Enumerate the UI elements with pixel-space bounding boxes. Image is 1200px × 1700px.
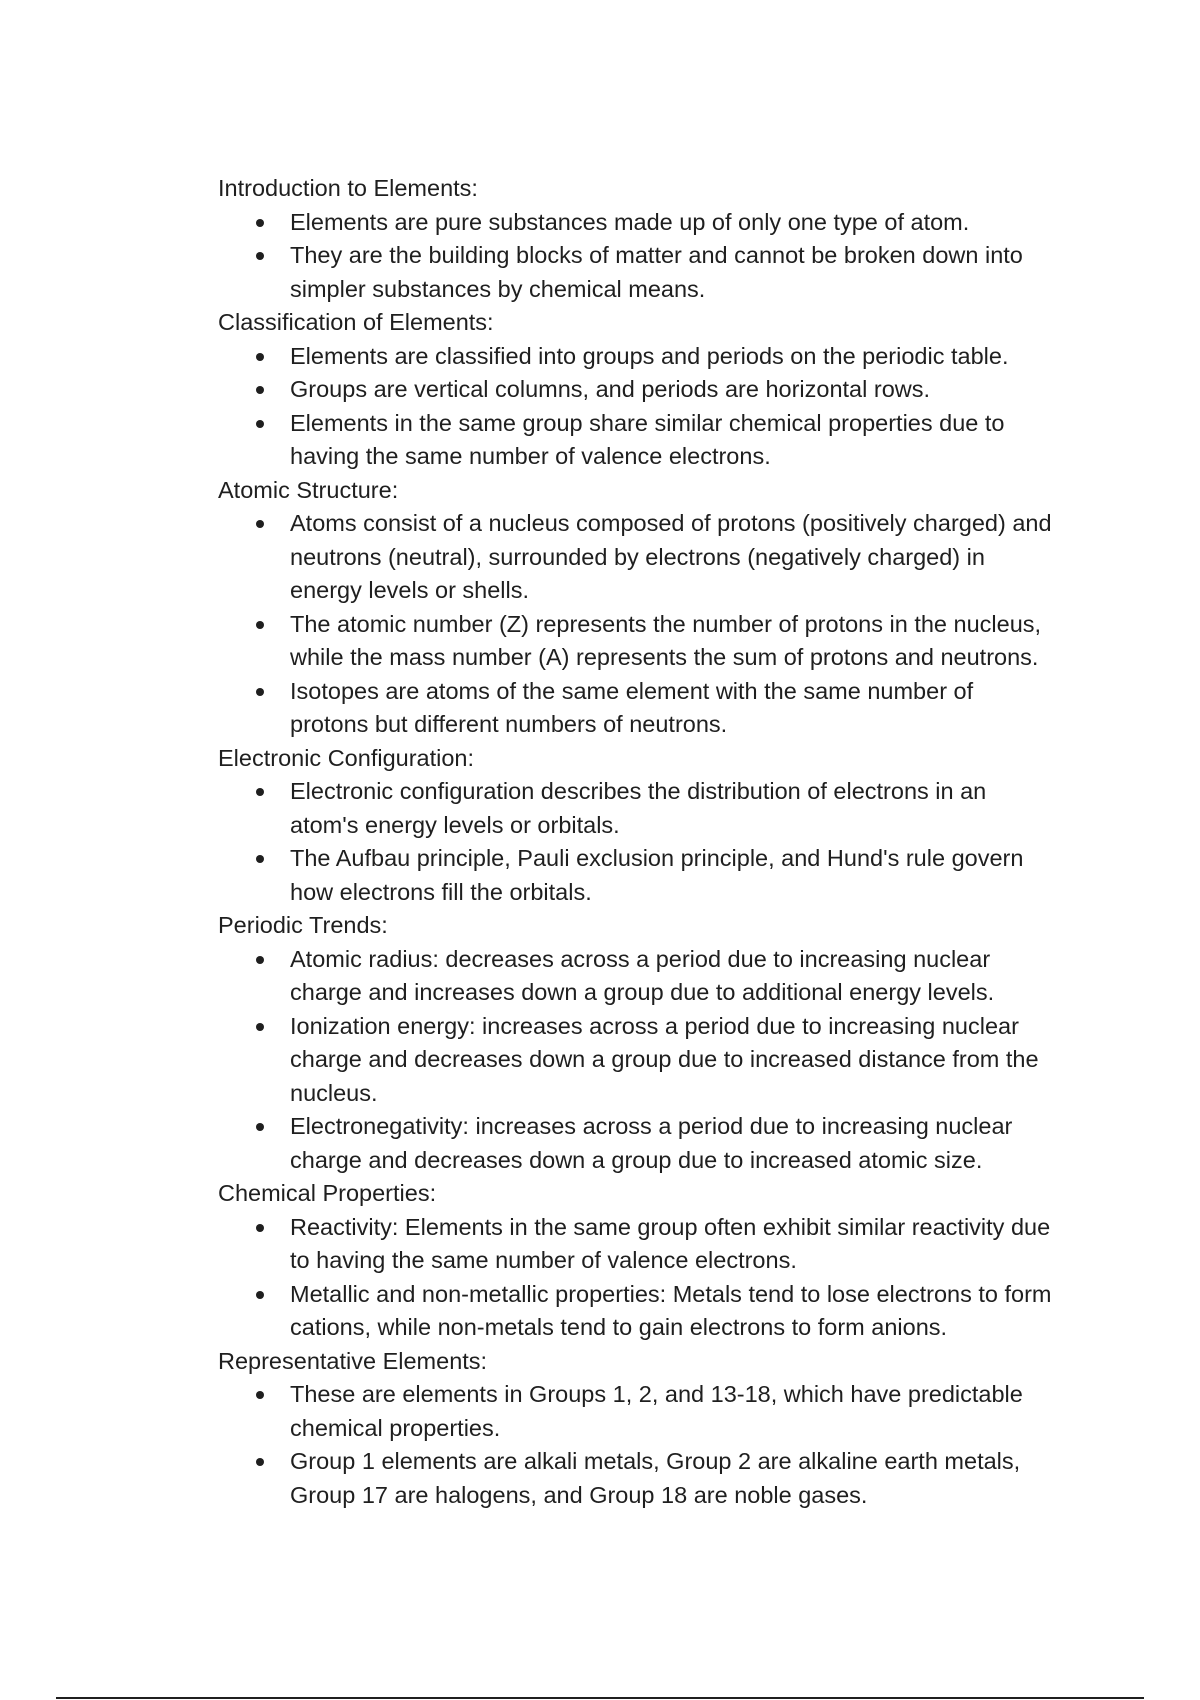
- list-item-text: Ionization energy: increases across a period due to increasing nuclear charge and decreases down a group due to increased distance from the nucleus.: [290, 1012, 1039, 1106]
- list-item-text: They are the building blocks of matter and cannot be broken down into simpler substances by chemical means.: [290, 242, 1023, 302]
- list-item: [218, 507, 1058, 608]
- document-content: [218, 172, 1058, 1512]
- list-item-text: Electronegativity: increases across a period due to increasing nuclear charge and decreases down a group due to increased atomic size.: [290, 1113, 1013, 1173]
- list-item-text: Electronic configuration describes the distribution of electrons in an atom's energy levels or orbitals.: [290, 778, 987, 838]
- list-item: [218, 608, 1058, 675]
- list-item-text: Atomic radius: decreases across a period due to increasing nuclear charge and increases down a group due to additional energy levels.: [290, 945, 995, 1005]
- bullet-icon: [256, 219, 264, 227]
- bullet-icon: [256, 788, 264, 796]
- section-heading: Classification of Elements:: [218, 309, 494, 335]
- list-item-text: Metallic and non-metallic properties: Metals tend to lose electrons to form cations, while non-metals tend to gain electrons to form anions.: [290, 1280, 1052, 1340]
- section-atomic-structure: [218, 474, 1058, 742]
- footer-divider: [56, 1697, 1144, 1699]
- bullet-icon: [256, 1224, 264, 1232]
- section-chemical-properties: [218, 1177, 1058, 1345]
- section-periodic-trends: [218, 909, 1058, 1177]
- bullet-list: [218, 1211, 1058, 1345]
- list-item: [218, 340, 1058, 374]
- bullet-icon: [256, 1291, 264, 1299]
- list-item: [218, 1010, 1058, 1111]
- bullet-icon: [256, 621, 264, 629]
- list-item: [218, 1278, 1058, 1345]
- section-introduction: [218, 172, 1058, 306]
- bullet-icon: [256, 252, 264, 260]
- bullet-list: [218, 943, 1058, 1178]
- bullet-list: [218, 340, 1058, 474]
- list-item-text: The Aufbau principle, Pauli exclusion principle, and Hund's rule govern how electrons fill the orbitals.: [290, 845, 1024, 905]
- section-heading: Chemical Properties:: [218, 1180, 437, 1206]
- bullet-icon: [256, 688, 264, 696]
- list-item: [218, 1110, 1058, 1177]
- list-item-text: Atoms consist of a nucleus composed of protons (positively charged) and neutrons (neutral), surrounded by electrons (negatively charged) in energy levels or shells.: [290, 510, 1052, 603]
- section-representative-elements: [218, 1345, 1058, 1513]
- bullet-icon: [256, 1023, 264, 1031]
- list-item-text: Elements in the same group share similar chemical properties due to having the same number of valence electrons.: [290, 409, 1005, 469]
- list-item: [218, 373, 1058, 407]
- bullet-icon: [256, 520, 264, 528]
- list-item: [218, 407, 1058, 474]
- bullet-list: [218, 507, 1058, 742]
- section-electronic-configuration: [218, 742, 1058, 910]
- list-item-text: Group 1 elements are alkali metals, Group 2 are alkaline earth metals, Group 17 are halogens, and Group 18 are noble gases.: [290, 1448, 1021, 1508]
- section-classification: [218, 306, 1058, 474]
- bullet-list: [218, 1378, 1058, 1512]
- list-item: [218, 206, 1058, 240]
- list-item: [218, 1378, 1058, 1445]
- bullet-icon: [256, 353, 264, 361]
- bullet-icon: [256, 1458, 264, 1466]
- list-item: [218, 1211, 1058, 1278]
- bullet-icon: [256, 1391, 264, 1399]
- list-item-text: Reactivity: Elements in the same group often exhibit similar reactivity due to having the same number of valence electrons.: [290, 1213, 1051, 1273]
- list-item-text: Groups are vertical columns, and periods are horizontal rows.: [290, 376, 931, 402]
- bullet-icon: [256, 855, 264, 863]
- section-heading: Electronic Configuration:: [218, 744, 475, 771]
- list-item-text: Elements are classified into groups and periods on the periodic table.: [290, 342, 1009, 369]
- list-item-text: The atomic number (Z) represents the number of protons in the nucleus, while the mass number (A) represents the sum of protons and neutrons.: [290, 610, 1042, 670]
- list-item: [218, 239, 1058, 306]
- list-item: [218, 943, 1058, 1010]
- section-heading: Representative Elements:: [218, 1347, 488, 1374]
- list-item-text: These are elements in Groups 1, 2, and 13-18, which have predictable chemical properties.: [290, 1381, 1023, 1441]
- list-item: [218, 675, 1058, 742]
- section-heading: Introduction to Elements:: [218, 175, 478, 201]
- bullet-list: [218, 775, 1058, 909]
- list-item-text: Elements are pure substances made up of only one type of atom.: [290, 208, 970, 235]
- section-heading: Atomic Structure:: [218, 476, 399, 503]
- list-item-text: Isotopes are atoms of the same element with the same number of protons but different numbers of neutrons.: [290, 677, 974, 737]
- section-heading: Periodic Trends:: [218, 912, 388, 938]
- list-item: [218, 775, 1058, 842]
- bullet-icon: [256, 1123, 264, 1131]
- bullet-icon: [256, 956, 264, 964]
- list-item: [218, 842, 1058, 909]
- bullet-icon: [256, 420, 264, 428]
- bullet-list: [218, 206, 1058, 307]
- list-item: [218, 1445, 1058, 1512]
- bullet-icon: [256, 386, 264, 394]
